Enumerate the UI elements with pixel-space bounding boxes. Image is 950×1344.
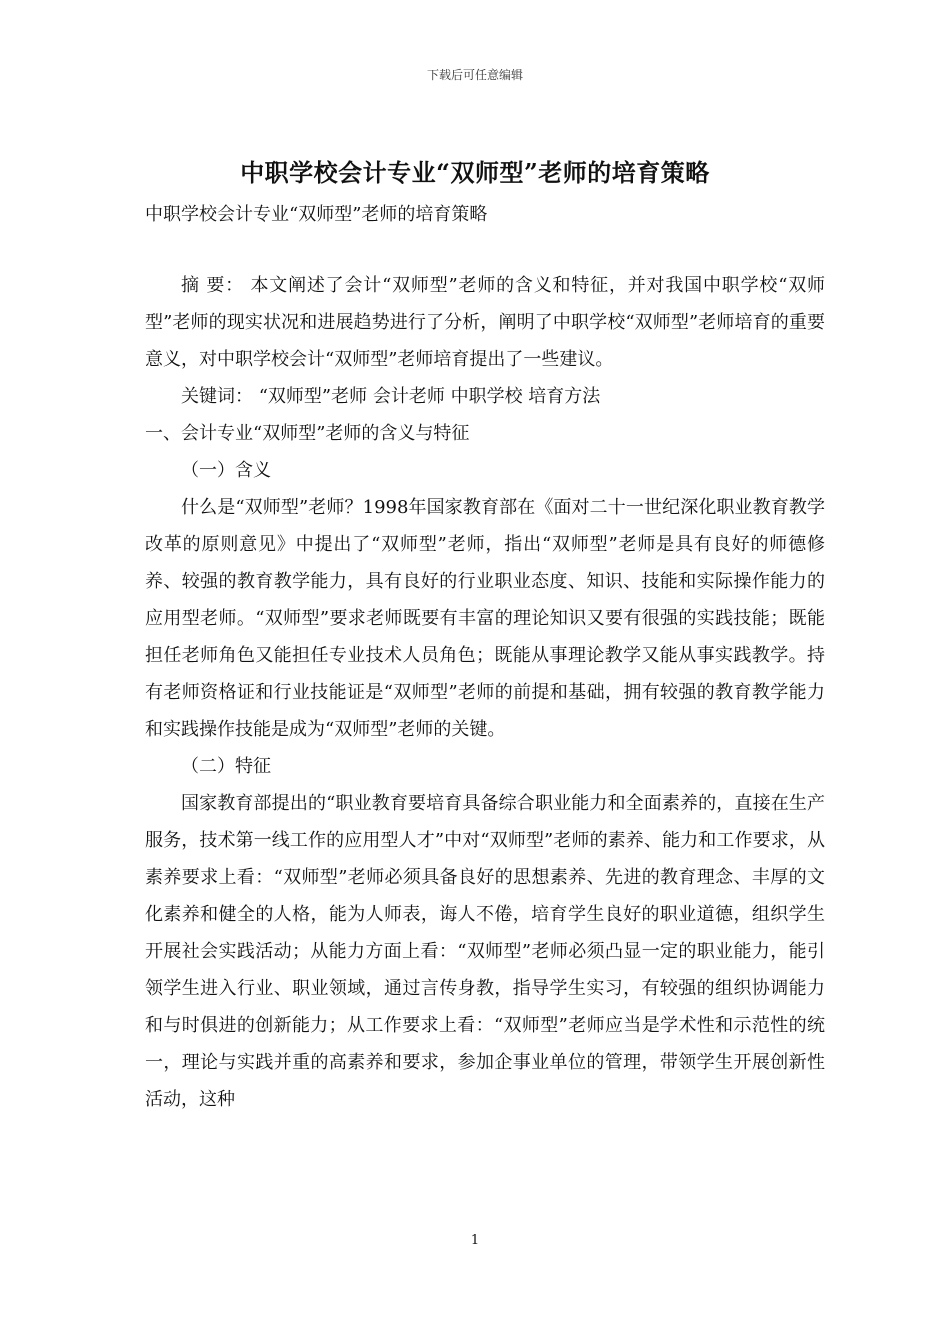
meaning-paragraph: 什么是“双师型”老师？1998年国家教育部在《面对二十一世纪深化职业教育教学改革的原则意见》中提出了“双师型”老师，指出“双师型”老师是具有良好的师德修养、较强的教育教学能力，具有良好的行业职业态度、知识、技能和实际操作能力的应用型老师。“双师型”要求老师既要有丰富的理论知识又要有很强的实践技能；既能担任老师角色又能担任专业技术人员角色；既能从事理论教学又能从事实践教学。持有老师资格证和行业技能证是“双师型”老师的前提和基础，拥有较强的教育教学能力和实践操作技能是成为“双师型”老师的关键。 (145, 497, 825, 740)
page-number: 1 (470, 1233, 480, 1248)
keywords-line: 关键词： “双师型”老师 会计老师 中职学校 培育方法 (181, 386, 601, 407)
document-body (145, 196, 825, 1118)
document-title: 中职学校会计专业“双师型”老师的培育策略 (240, 158, 710, 187)
features-paragraph: 国家教育部提出的“职业教育要培育具备综合职业能力和全面素养的，直接在生产服务，技术第一线工作的应用型人才”中对“双师型”老师的素养、能力和工作要求，从素养要求上看：“双师型”老师必须具备良好的思想素养、先进的教育理念、丰厚的文化素养和健全的人格，能为人师表，诲人不倦，培育学生良好的职业道德，组织学生开展社会实践活动；从能力方面上看：“双师型”老师必须凸显一定的职业能力，能引领学生进入行业、职业领域，通过言传身教，指导学生实习，有较强的组织协调能力和与时俱进的创新能力；从工作要求上看：“双师型”老师应当是学术性和示范性的统一，理论与实践并重的高素养和要求，参加企事业单位的管理，带领学生开展创新性活动，这种 (145, 793, 825, 1110)
document-subtitle: 中职学校会计专业“双师型”老师的培育策略 (145, 204, 488, 225)
section-heading-1: 一、会计专业“双师型”老师的含义与特征 (145, 423, 470, 444)
abstract-paragraph: 摘 要： 本文阐述了会计“双师型”老师的含义和特征，并对我国中职学校“双师型”老师的现实状况和进展趋势进行了分析，阐明了中职学校“双师型”老师培育的重要意义，对中职学校会计“双师型”老师培育提出了一些建议。 (145, 275, 825, 370)
header-note: 下载后可任意编辑 (426, 68, 523, 82)
subsection-heading-meaning: （一）含义 (181, 460, 271, 481)
subsection-heading-features: （二）特征 (181, 756, 271, 777)
